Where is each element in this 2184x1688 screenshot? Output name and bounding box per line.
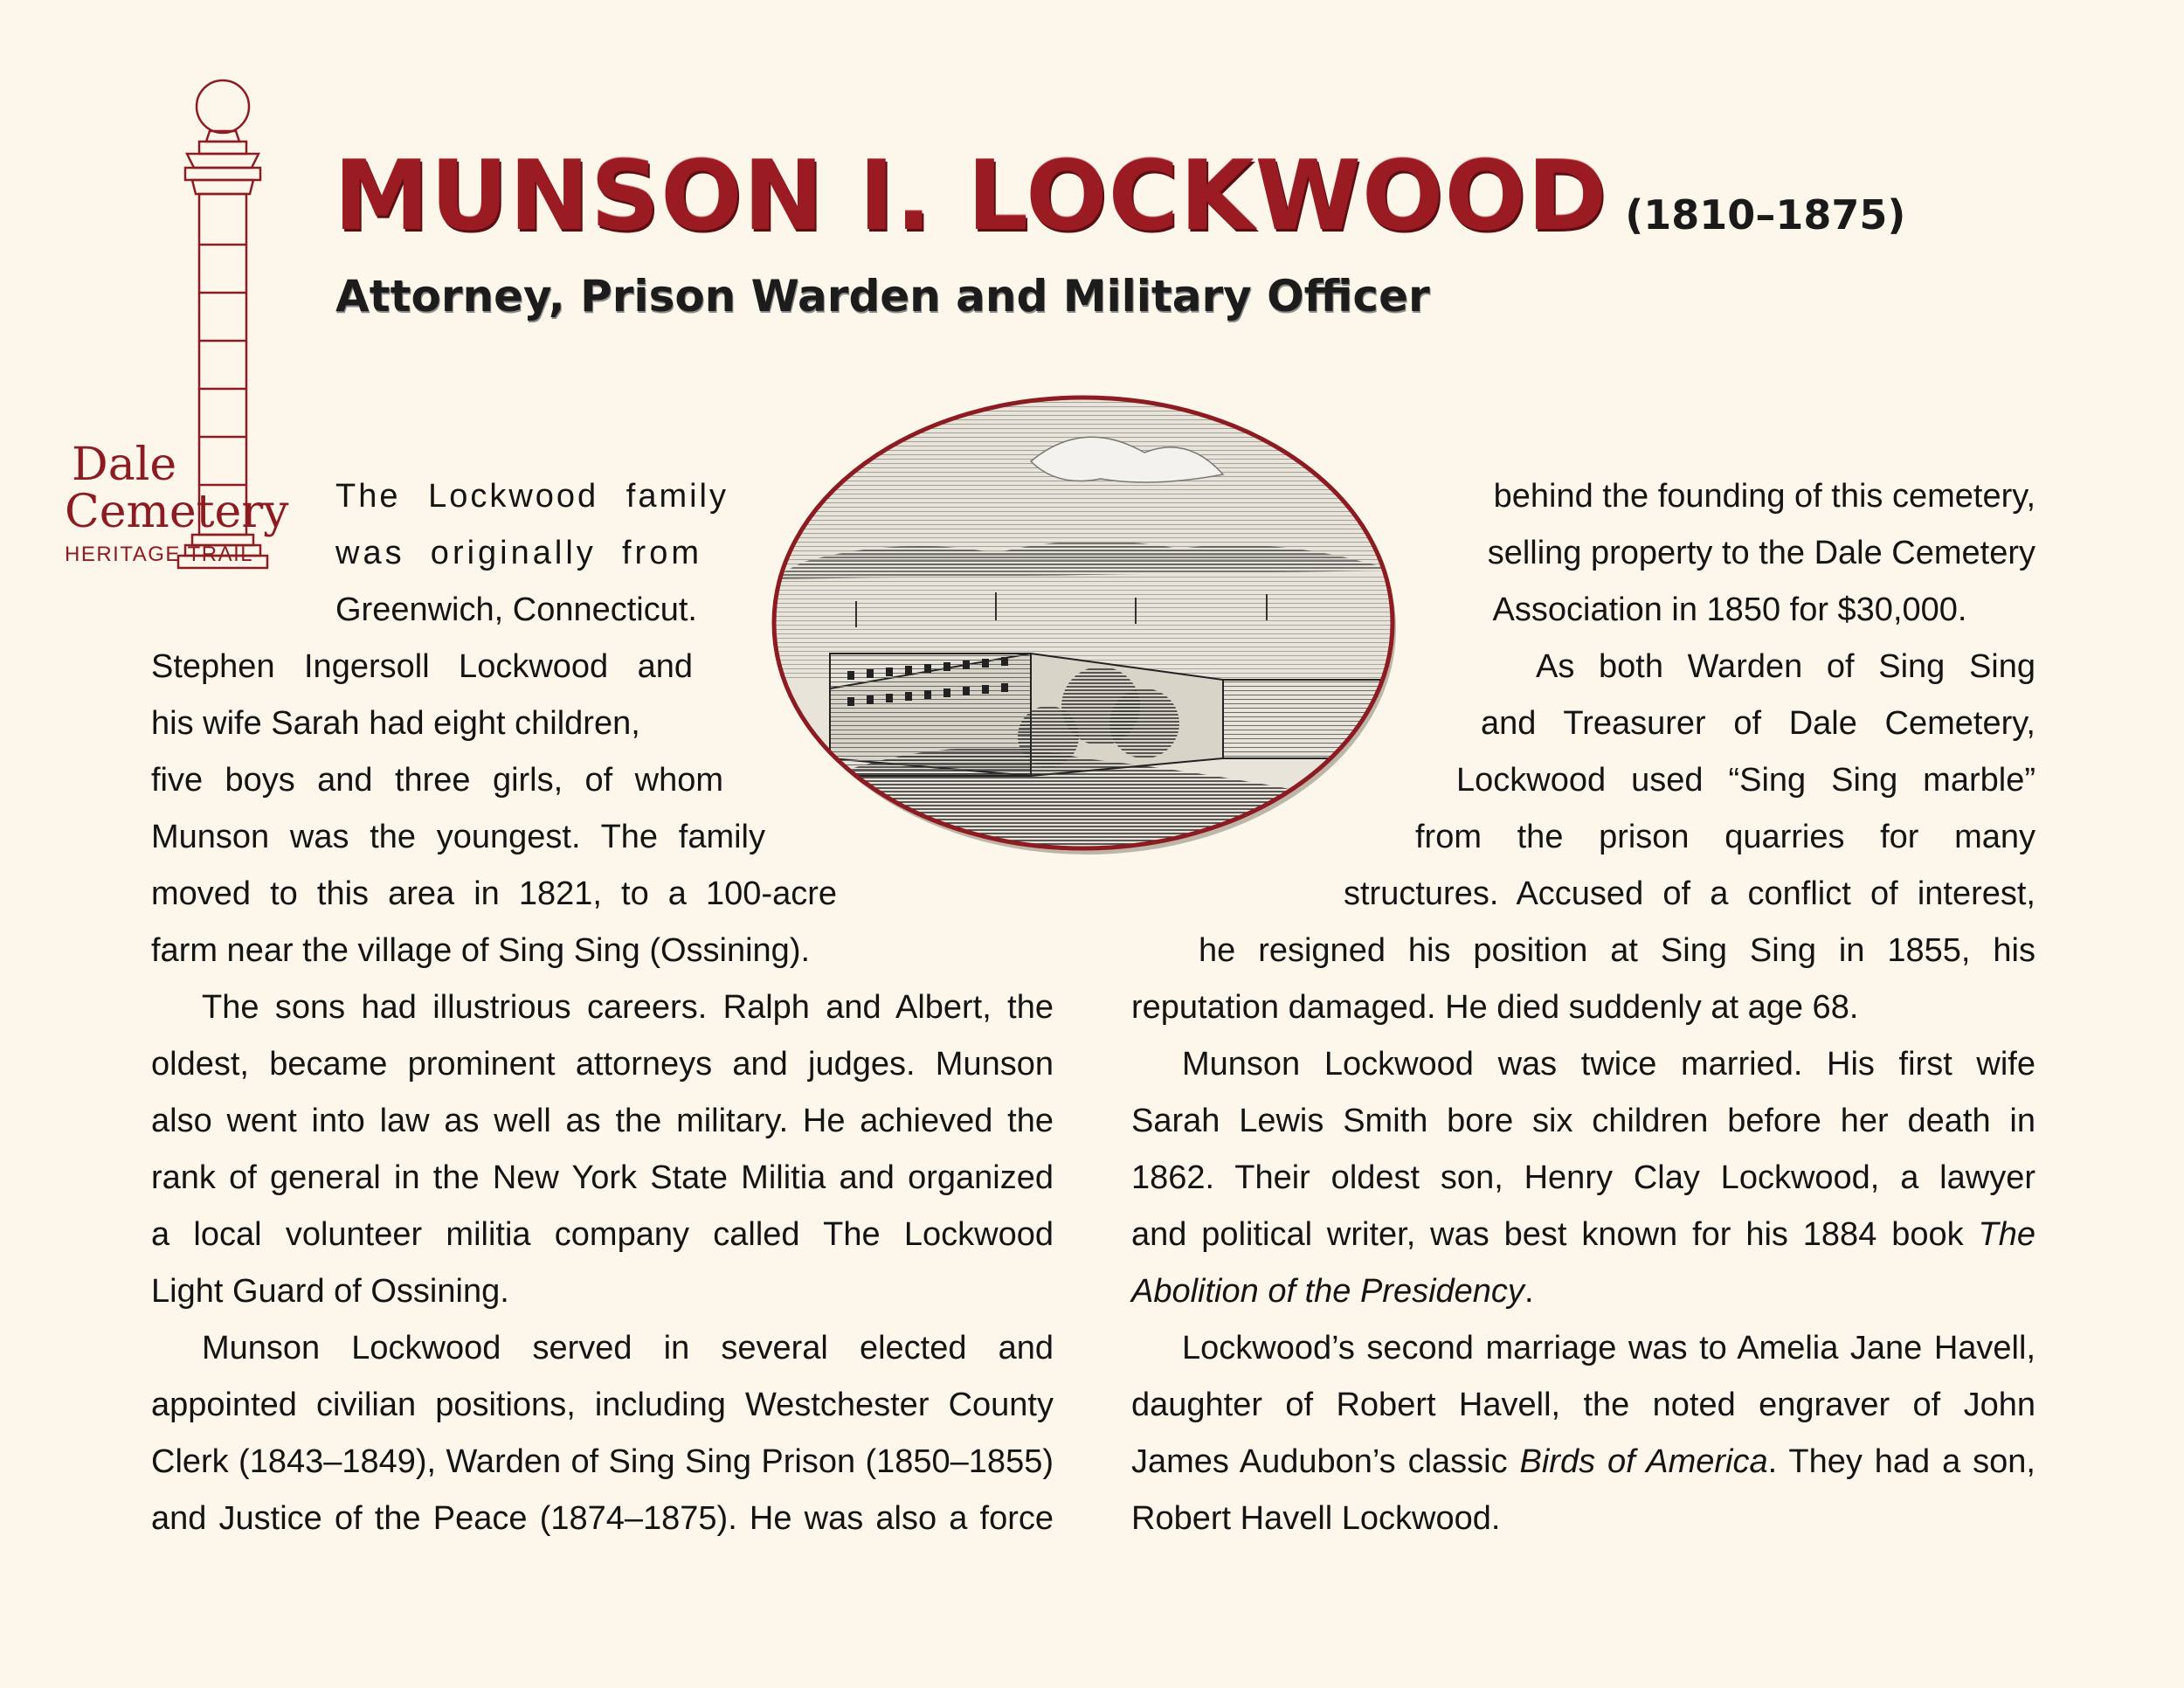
body-text-segment: James Audubon’s classic <box>1131 1443 1520 1480</box>
body-text-line: reputation damaged. He died suddenly at age 68. <box>1131 989 1859 1026</box>
body-text-line <box>1131 1271 1534 1311</box>
body-text-line: also went into law as well as the military. He achieved the <box>151 1103 1054 1139</box>
page-subtitle: Attorney, Prison Warden and Military Officer <box>335 271 1430 322</box>
body-text-line: and Justice of the Peace (1874–1875). He was also a force <box>151 1500 1054 1537</box>
body-text-segment: . They had a son, <box>1767 1443 2035 1480</box>
body-text-line: was originally from <box>335 535 702 571</box>
book-title: The <box>1978 1216 2035 1253</box>
body-text-line: The sons had illustrious careers. Ralph and Albert, the <box>202 989 1054 1026</box>
body-text-line: Munson Lockwood served in several elected and <box>202 1330 1054 1366</box>
body-text-line: Clerk (1843–1849), Warden of Sing Sing Prison (1850–1855) <box>151 1443 1054 1480</box>
body-text-line: a local volunteer militia company called The Lockwood <box>151 1216 1054 1253</box>
body-text-line: Lockwood’s second marriage was to Amelia Jane Havell, <box>1182 1330 2035 1366</box>
body-text-line: and Treasurer of Dale Cemetery, <box>1481 705 2035 742</box>
body-text-line: he resigned his position at Sing Sing in 1855, his <box>1199 932 2035 969</box>
body-text-line: behind the founding of this cemetery, <box>1493 478 2035 515</box>
body-text-line: Sarah Lewis Smith bore six children before her death in <box>1131 1103 2035 1139</box>
logo-name-line1: Dale <box>72 439 177 491</box>
body-text-line: five boys and three girls, of whom <box>151 762 723 799</box>
body-text-line: Munson Lockwood was twice married. His first wife <box>1182 1046 2035 1083</box>
body-text-line: moved to this area in 1821, to a 100-acre <box>151 875 837 912</box>
book-title: Abolition of the Presidency <box>1131 1273 1524 1310</box>
page-title: MUNSON I. LOCKWOOD <box>334 140 1608 252</box>
body-text-line: structures. Accused of a conflict of interest, <box>1344 875 2035 912</box>
body-text-line: daughter of Robert Havell, the noted engraver of John <box>1131 1387 2035 1423</box>
body-text-line: selling property to the Dale Cemetery <box>1487 535 2035 571</box>
body-text-line <box>1131 1442 2035 1482</box>
life-dates: (1810–1875) <box>1625 191 1906 239</box>
body-text-line: farm near the village of Sing Sing (Ossining). <box>151 932 811 969</box>
body-text-line: his wife Sarah had eight children, <box>151 705 640 742</box>
body-text-segment: and political writer, was best known for his 1884 book <box>1131 1216 1979 1253</box>
body-text-line: Greenwich, Connecticut. <box>335 591 697 628</box>
logo-name-line2: Cemetery <box>65 486 289 538</box>
body-text-line: oldest, became prominent attorneys and judges. Munson <box>151 1046 1054 1083</box>
body-text-segment: . <box>1524 1273 1534 1310</box>
book-title: Birds of America <box>1519 1443 1768 1480</box>
body-text-line: As both Warden of Sing Sing <box>1536 648 2035 685</box>
body-text-line: Stephen Ingersoll Lockwood and <box>151 648 693 685</box>
sing-sing-prison-engraving <box>769 391 1398 854</box>
header <box>334 140 1905 252</box>
body-text-line: rank of general in the New York State Militia and organized <box>151 1159 1054 1196</box>
body-text-line: 1862. Their oldest son, Henry Clay Lockwood, a lawyer <box>1131 1159 2035 1196</box>
body-text-line: from the prison quarries for many <box>1415 819 2035 855</box>
body-text-line: Association in 1850 for $30,000. <box>1492 591 1967 628</box>
body-text-line <box>1131 1214 2035 1255</box>
logo-tagline: HERITAGE TRAIL <box>65 543 254 566</box>
body-text-line: Robert Havell Lockwood. <box>1131 1500 1501 1537</box>
body-text-line: The Lockwood family <box>335 478 729 515</box>
body-text-line: Light Guard of Ossining. <box>151 1273 509 1310</box>
body-text-line: appointed civilian positions, including Westchester County <box>151 1387 1054 1423</box>
logo-wordmark <box>65 441 292 567</box>
body-text-line: Lockwood used “Sing Sing marble” <box>1456 762 2035 799</box>
body-text-line: Munson was the youngest. The family <box>151 819 765 855</box>
